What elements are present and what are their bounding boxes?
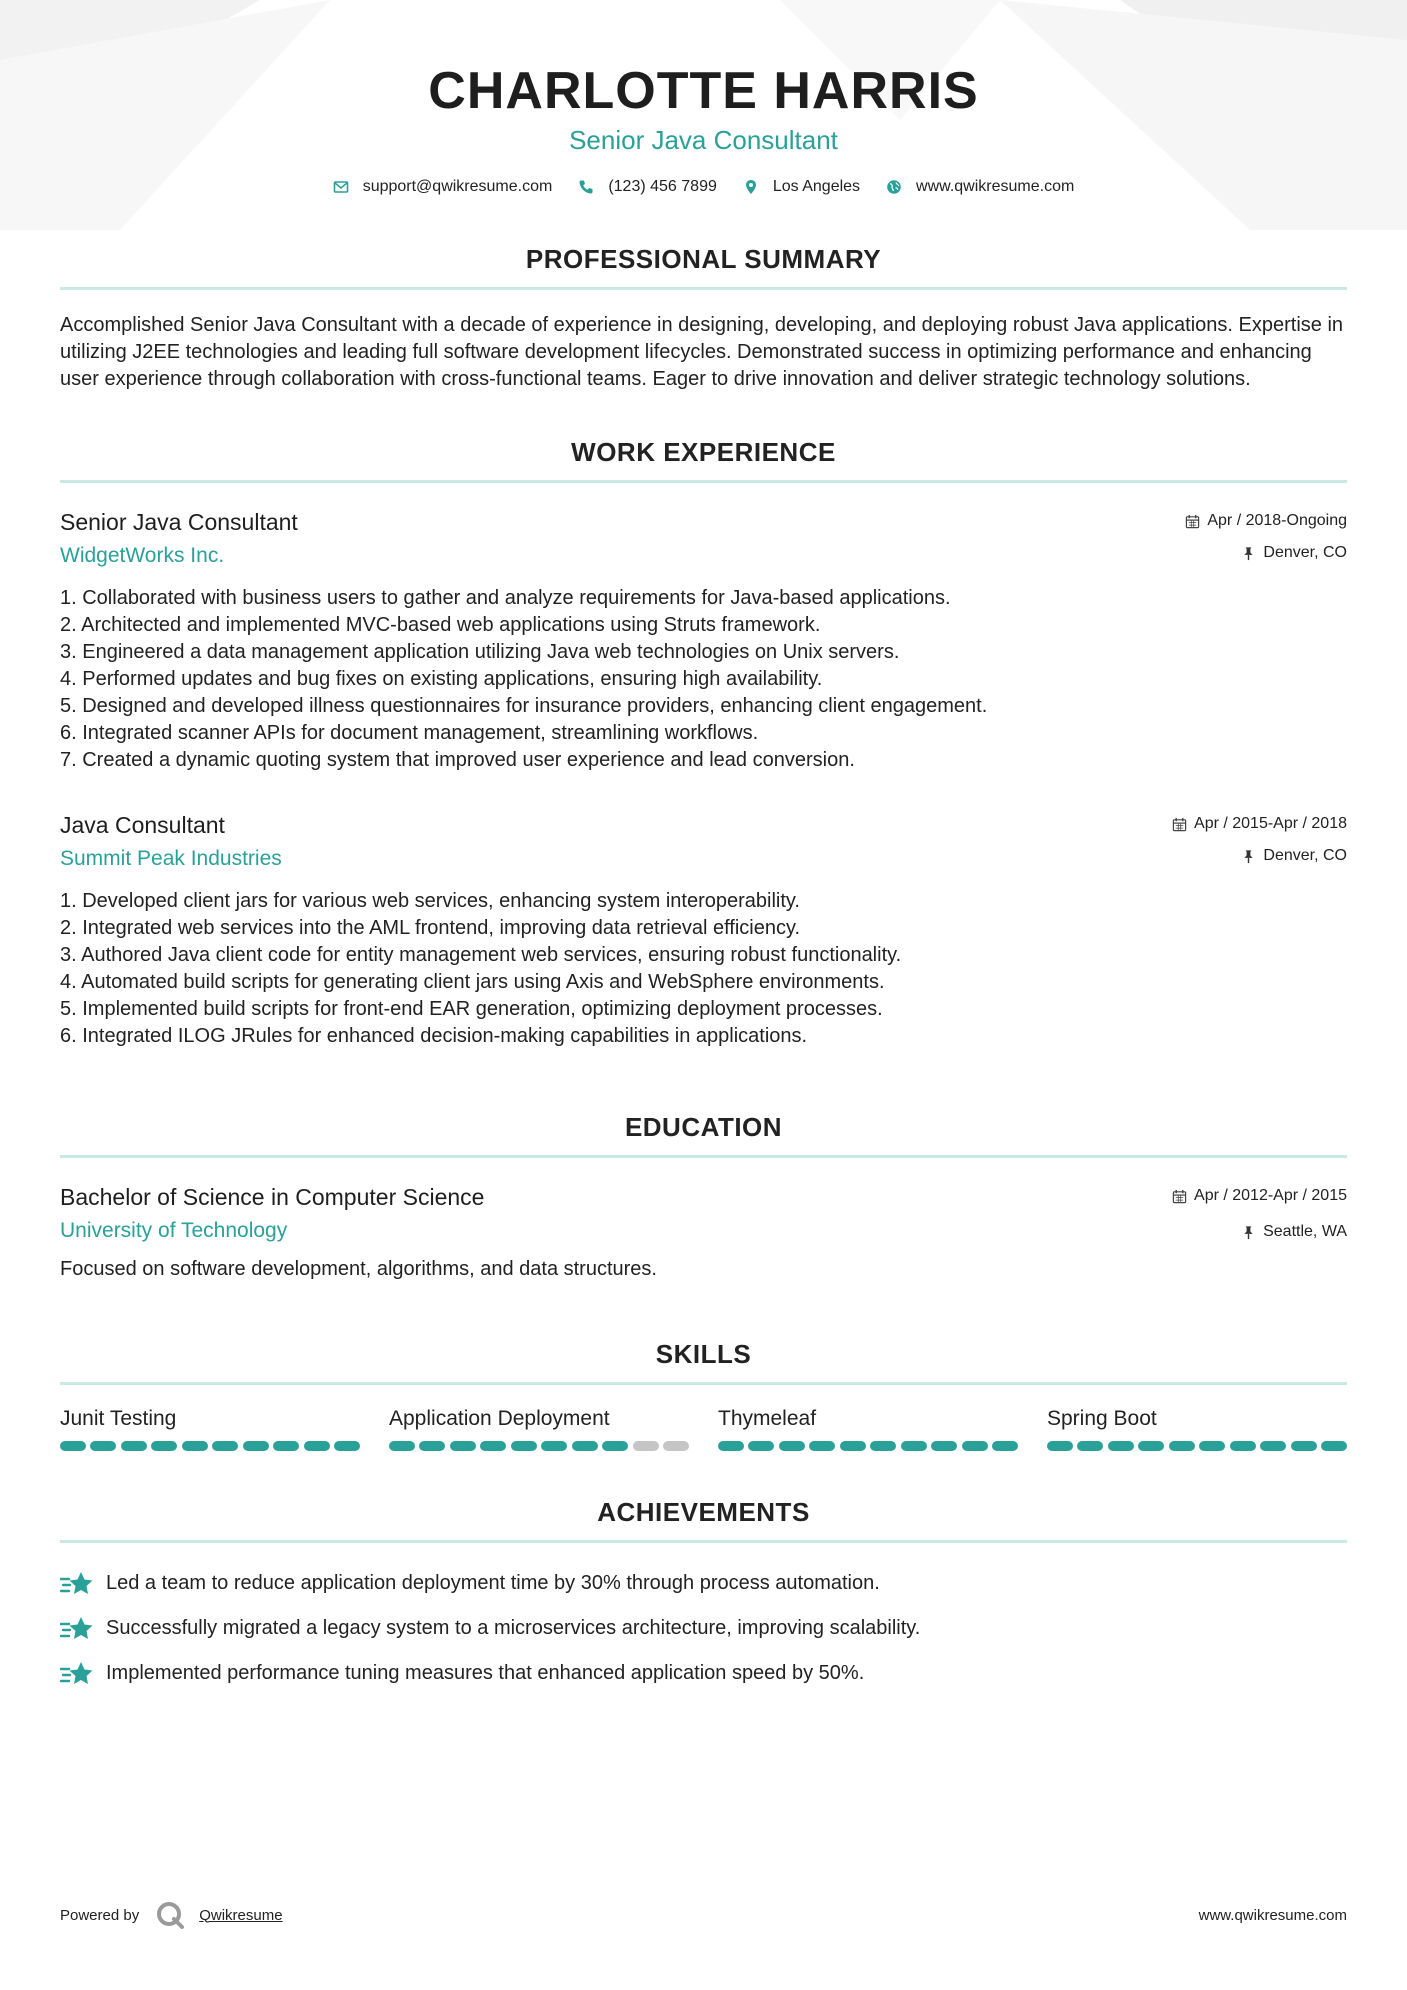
qwikresume-link[interactable]: Qwikresume: [199, 1906, 283, 1924]
education-dates-text: Apr / 2012-Apr / 2015: [1194, 1187, 1347, 1204]
skill-level-segment-empty: [633, 1441, 659, 1451]
contact-email-text: support@qwikresume.com: [362, 178, 553, 195]
star-icon: [60, 1570, 94, 1598]
job-bullet: 2. Integrated web services into the AML frontend, improving data retrieval efficiency.: [60, 917, 801, 939]
achievements-section: [60, 1497, 1347, 1696]
skill-level-segment-filled: [870, 1441, 896, 1451]
skill-level-segment-filled: [748, 1441, 774, 1451]
summary-heading: PROFESSIONAL SUMMARY: [60, 244, 1347, 290]
achievement-item: [60, 1651, 1347, 1696]
job-location-text: Denver, CO: [1263, 847, 1347, 864]
contact-phone-text: (123) 456 7899: [608, 178, 717, 195]
contact-website-text: www.qwikresume.com: [916, 178, 1075, 195]
skill-level-segment-filled: [1321, 1441, 1347, 1451]
skill-level-segment-filled: [1169, 1441, 1195, 1451]
skill-level-segment-empty: [663, 1441, 689, 1451]
contact-email[interactable]: [333, 178, 553, 196]
job-bullet: 7. Created a dynamic quoting system that improved user experience and lead conversion.: [60, 749, 855, 771]
skill-level-segment-filled: [1108, 1441, 1134, 1451]
achievement-item: [60, 1561, 1347, 1606]
skill-level-segment-filled: [541, 1441, 567, 1451]
phone-icon: [578, 179, 594, 195]
skill-level-segment-filled: [1230, 1441, 1256, 1451]
contact-phone[interactable]: [578, 178, 717, 196]
candidate-title: Senior Java Consultant: [569, 125, 838, 155]
skill-level-segment-filled: [1260, 1441, 1286, 1451]
job-bullets: [60, 585, 1347, 774]
education-heading: EDUCATION: [60, 1112, 1347, 1158]
skill-level-segment-filled: [273, 1441, 299, 1451]
education-section: [60, 1112, 1347, 1283]
skill-name: Junit Testing: [60, 1407, 177, 1430]
education-entry: [60, 1182, 1347, 1283]
skill-level-segment-filled: [389, 1441, 415, 1451]
job-bullet: 6. Integrated scanner APIs for document management, streamlining workflows.: [60, 722, 759, 744]
job-dates-text: Apr / 2015-Apr / 2018: [1194, 815, 1347, 832]
skill-level-segment-filled: [718, 1441, 744, 1451]
skill-level-segment-filled: [182, 1441, 208, 1451]
education-description: Focused on software development, algorithms, and data structures.: [60, 1258, 657, 1280]
job-bullet: 4. Automated build scripts for generating client jars using Axis and WebSphere environments.: [60, 971, 885, 993]
achievement-text: Led a team to reduce application deployment time by 30% through process automation.: [106, 1572, 880, 1594]
pushpin-icon: [1241, 546, 1256, 561]
skill-level-bar: [389, 1441, 689, 1451]
education-location-text: Seattle, WA: [1263, 1223, 1347, 1240]
calendar-icon: [1185, 514, 1200, 529]
education-location: [1172, 1222, 1347, 1242]
skill-level-bar: [718, 1441, 1018, 1451]
job-meta: [1172, 814, 1347, 866]
skill-level-segment-filled: [1291, 1441, 1317, 1451]
job-location: [1172, 846, 1347, 866]
skill-level-segment-filled: [243, 1441, 269, 1451]
skill-level-segment-filled: [90, 1441, 116, 1451]
job-bullet: 6. Integrated ILOG JRules for enhanced decision-making capabilities in applications.: [60, 1025, 808, 1047]
job-dates: [1172, 814, 1347, 834]
job-company: WidgetWorks Inc.: [60, 544, 225, 567]
skill-level-segment-filled: [1138, 1441, 1164, 1451]
envelope-icon: [333, 179, 349, 195]
skill-level-segment-filled: [60, 1441, 86, 1451]
job-bullet: 5. Designed and developed illness questionnaires for insurance providers, enhancing client engagement.: [60, 695, 988, 717]
contact-location-text: Los Angeles: [772, 178, 861, 195]
skill-level-segment-filled: [419, 1441, 445, 1451]
skills-heading: SKILLS: [60, 1339, 1347, 1385]
job-bullet: 1. Developed client jars for various web services, enhancing system interoperability.: [60, 890, 800, 912]
contact-location: [743, 178, 860, 196]
skill-level-segment-filled: [1047, 1441, 1073, 1451]
skill-level-segment-filled: [450, 1441, 476, 1451]
education-school: University of Technology: [60, 1219, 288, 1242]
star-icon: [60, 1660, 94, 1688]
job-bullet: 2. Architected and implemented MVC-based web applications using Struts framework.: [60, 614, 821, 636]
skill-level-segment-filled: [151, 1441, 177, 1451]
achievement-text: Successfully migrated a legacy system to a microservices architecture, improving scalability.: [106, 1617, 921, 1639]
calendar-icon: [1172, 817, 1187, 832]
skill-name: Application Deployment: [389, 1407, 610, 1430]
map-pin-icon: [743, 179, 759, 195]
skill-level-segment-filled: [572, 1441, 598, 1451]
summary-text: Accomplished Senior Java Consultant with a decade of experience in designing, developing, and deploying robust Java applications. Expertise in utilizing J2EE technologies and leading full software development lifecycles. Demonstrated success in optimizing performance and enhancing user experience through collaboration with cross-functional teams. Eager to drive innovation and deliver strategic technology solutions.: [60, 314, 1344, 390]
skill-level-bar: [1047, 1441, 1347, 1451]
powered-by-label: Powered by: [60, 1906, 140, 1924]
job-location: [1185, 543, 1347, 563]
globe-icon: [886, 179, 902, 195]
contact-bar: [0, 178, 1407, 196]
job-entry: [60, 810, 1347, 1050]
pushpin-icon: [1241, 849, 1256, 864]
job-meta: [1185, 511, 1347, 563]
resume-header: [0, 0, 1407, 196]
job-dates-text: Apr / 2018-Ongoing: [1207, 512, 1347, 529]
job-bullet: 4. Performed updates and bug fixes on existing applications, ensuring high availability.: [60, 668, 823, 690]
summary-section: [60, 244, 1347, 393]
skill-level-segment-filled: [809, 1441, 835, 1451]
skill-level-segment-filled: [1077, 1441, 1103, 1451]
job-company: Summit Peak Industries: [60, 847, 282, 870]
calendar-icon: [1172, 1189, 1187, 1204]
skill-level-segment-filled: [931, 1441, 957, 1451]
skill-level-segment-filled: [992, 1441, 1018, 1451]
job-bullet: 5. Implemented build scripts for front-end EAR generation, optimizing deployment processes.: [60, 998, 883, 1020]
achievements-list: [60, 1561, 1347, 1696]
experience-section: [60, 437, 1347, 1050]
skill-level-segment-filled: [901, 1441, 927, 1451]
star-icon: [60, 1615, 94, 1643]
job-title: Senior Java Consultant: [60, 509, 298, 535]
job-location-text: Denver, CO: [1263, 544, 1347, 561]
job-entry: [60, 507, 1347, 774]
job-bullet: 3. Authored Java client code for entity management web services, ensuring robust functionality.: [60, 944, 902, 966]
skill-level-segment-filled: [334, 1441, 360, 1451]
education-dates: [1172, 1186, 1347, 1206]
skills-list: [60, 1405, 1347, 1451]
job-bullets: [60, 888, 1347, 1050]
skill-item: [60, 1405, 360, 1451]
powered-by: [60, 1900, 283, 1930]
achievement-item: [60, 1606, 1347, 1651]
skill-name: Spring Boot: [1047, 1407, 1157, 1430]
job-bullet: 3. Engineered a data management application utilizing Java web technologies on Unix servers.: [60, 641, 900, 663]
job-title: Java Consultant: [60, 812, 225, 838]
footer-website[interactable]: www.qwikresume.com: [1198, 1906, 1347, 1924]
skill-level-segment-filled: [602, 1441, 628, 1451]
skill-level-segment-filled: [1199, 1441, 1225, 1451]
candidate-name: CHARLOTTE HARRIS: [428, 62, 979, 120]
skill-name: Thymeleaf: [718, 1407, 817, 1430]
skill-level-segment-filled: [962, 1441, 988, 1451]
contact-website[interactable]: [886, 178, 1074, 196]
skills-section: [60, 1339, 1347, 1451]
skill-level-segment-filled: [480, 1441, 506, 1451]
qwikresume-logo-icon: [155, 1900, 185, 1930]
page-footer: [60, 1900, 1347, 1930]
skill-level-segment-filled: [304, 1441, 330, 1451]
skill-item: [389, 1405, 689, 1451]
pushpin-icon: [1241, 1225, 1256, 1240]
skill-level-segment-filled: [121, 1441, 147, 1451]
skill-item: [718, 1405, 1018, 1451]
achievement-text: Implemented performance tuning measures that enhanced application speed by 50%.: [106, 1662, 865, 1684]
skill-level-segment-filled: [212, 1441, 238, 1451]
achievements-heading: ACHIEVEMENTS: [60, 1497, 1347, 1543]
skill-level-segment-filled: [840, 1441, 866, 1451]
education-meta: [1172, 1186, 1347, 1242]
job-bullet: 1. Collaborated with business users to gather and analyze requirements for Java-based applications.: [60, 587, 951, 609]
experience-heading: WORK EXPERIENCE: [60, 437, 1347, 483]
skill-level-segment-filled: [779, 1441, 805, 1451]
skill-item: [1047, 1405, 1347, 1451]
job-dates: [1185, 511, 1347, 531]
skill-level-bar: [60, 1441, 360, 1451]
skill-level-segment-filled: [511, 1441, 537, 1451]
education-degree: Bachelor of Science in Computer Science: [60, 1184, 485, 1210]
